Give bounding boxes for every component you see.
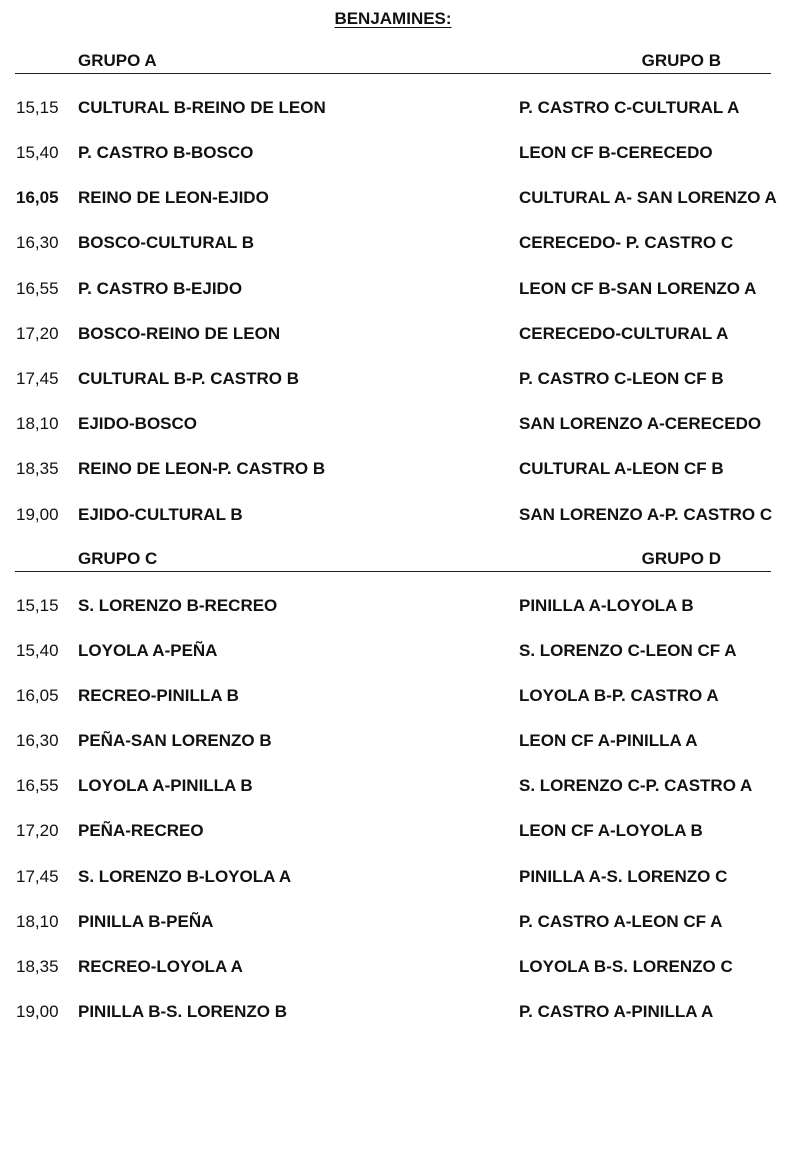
match-time: 16,30: [16, 731, 59, 750]
match-group-a: EJIDO-CULTURAL B: [78, 505, 243, 524]
match-time: 18,35: [16, 957, 59, 976]
match-row: [0, 188, 800, 212]
match-time: 16,30: [16, 233, 59, 252]
match-time: 17,20: [16, 821, 59, 840]
match-time: 15,15: [16, 98, 59, 117]
match-group-a: CULTURAL B-REINO DE LEON: [78, 98, 326, 117]
match-time: 17,20: [16, 324, 59, 343]
match-time: 15,40: [16, 143, 59, 162]
match-group-b: SAN LORENZO A-CERECEDO: [519, 414, 762, 433]
match-group-d: LEON CF A-PINILLA A: [519, 731, 698, 750]
match-time: 17,45: [16, 369, 59, 388]
match-row: [0, 369, 800, 393]
match-group-c: LOYOLA A-PEÑA: [78, 641, 218, 660]
match-group-d: S. LORENZO C-P. CASTRO A: [519, 776, 753, 795]
match-group-c: RECREO-PINILLA B: [78, 686, 239, 705]
match-group-d: LOYOLA B-S. LORENZO C: [519, 957, 733, 976]
match-row: [0, 324, 800, 348]
group-d-label: GRUPO D: [641, 549, 721, 568]
match-group-b: LEON CF B-SAN LORENZO A: [519, 279, 757, 298]
match-group-b: SAN LORENZO A-P. CASTRO C: [519, 505, 773, 524]
document-title: BENJAMINES:: [334, 9, 452, 28]
match-group-d: LEON CF A-LOYOLA B: [519, 821, 703, 840]
match-group-a: REINO DE LEON-P. CASTRO B: [78, 459, 326, 478]
match-time: 18,10: [16, 912, 59, 931]
match-group-c: LOYOLA A-PINILLA B: [78, 776, 253, 795]
match-row: [0, 731, 800, 755]
match-time: 16,05: [16, 188, 59, 207]
match-time: 18,10: [16, 414, 59, 433]
match-row: [0, 279, 800, 303]
match-group-a: P. CASTRO B-BOSCO: [78, 143, 254, 162]
match-row: [0, 596, 800, 620]
match-group-d: P. CASTRO A-LEON CF A: [519, 912, 723, 931]
match-time: 18,35: [16, 459, 59, 478]
match-time: 15,40: [16, 641, 59, 660]
match-time: 15,15: [16, 596, 59, 615]
match-group-a: BOSCO-REINO DE LEON: [78, 324, 281, 343]
match-group-b: LEON CF B-CERECEDO: [519, 143, 713, 162]
match-group-b: CERECEDO-CULTURAL A: [519, 324, 729, 343]
match-group-c: S. LORENZO B-LOYOLA A: [78, 867, 292, 886]
match-group-d: P. CASTRO A-PINILLA A: [519, 1002, 714, 1021]
match-row: [0, 459, 800, 483]
match-time: 16,05: [16, 686, 59, 705]
group-header-c-d: [15, 545, 771, 572]
match-row: [0, 641, 800, 665]
match-row: [0, 1002, 800, 1026]
match-row: [0, 686, 800, 710]
match-row: [0, 505, 800, 529]
match-group-d: PINILLA A-LOYOLA B: [519, 596, 694, 615]
match-group-c: RECREO-LOYOLA A: [78, 957, 243, 976]
match-group-d: LOYOLA B-P. CASTRO A: [519, 686, 719, 705]
match-row: [0, 957, 800, 981]
match-time: 17,45: [16, 867, 59, 886]
match-time: 19,00: [16, 505, 59, 524]
match-row: [0, 98, 800, 122]
match-group-b: P. CASTRO C-CULTURAL A: [519, 98, 740, 117]
match-time: 19,00: [16, 1002, 59, 1021]
match-time: 16,55: [16, 776, 59, 795]
match-group-c: PEÑA-RECREO: [78, 821, 204, 840]
group-a-label: GRUPO A: [78, 51, 157, 70]
match-group-b: CERECEDO- P. CASTRO C: [519, 233, 734, 252]
match-group-c: PINILLA B-S. LORENZO B: [78, 1002, 288, 1021]
match-group-b: CULTURAL A-LEON CF B: [519, 459, 724, 478]
match-time: 16,55: [16, 279, 59, 298]
match-group-d: PINILLA A-S. LORENZO C: [519, 867, 728, 886]
match-row: [0, 867, 800, 891]
group-b-label: GRUPO B: [641, 51, 721, 70]
match-group-a: CULTURAL B-P. CASTRO B: [78, 369, 299, 388]
match-group-b: P. CASTRO C-LEON CF B: [519, 369, 724, 388]
group-header-a-b: [15, 47, 771, 74]
match-group-a: BOSCO-CULTURAL B: [78, 233, 254, 252]
match-row: [0, 143, 800, 167]
match-group-a: REINO DE LEON-EJIDO: [78, 188, 269, 207]
match-group-a: EJIDO-BOSCO: [78, 414, 198, 433]
match-row: [0, 821, 800, 845]
match-group-c: PINILLA B-PEÑA: [78, 912, 214, 931]
match-group-a: P. CASTRO B-EJIDO: [78, 279, 243, 298]
match-group-d: S. LORENZO C-LEON CF A: [519, 641, 737, 660]
group-c-label: GRUPO C: [78, 549, 158, 568]
match-group-c: S. LORENZO B-RECREO: [78, 596, 278, 615]
match-row: [0, 776, 800, 800]
match-group-b: CULTURAL A- SAN LORENZO A: [519, 188, 777, 207]
match-group-c: PEÑA-SAN LORENZO B: [78, 731, 272, 750]
match-row: [0, 414, 800, 438]
match-row: [0, 233, 800, 257]
match-row: [0, 912, 800, 936]
